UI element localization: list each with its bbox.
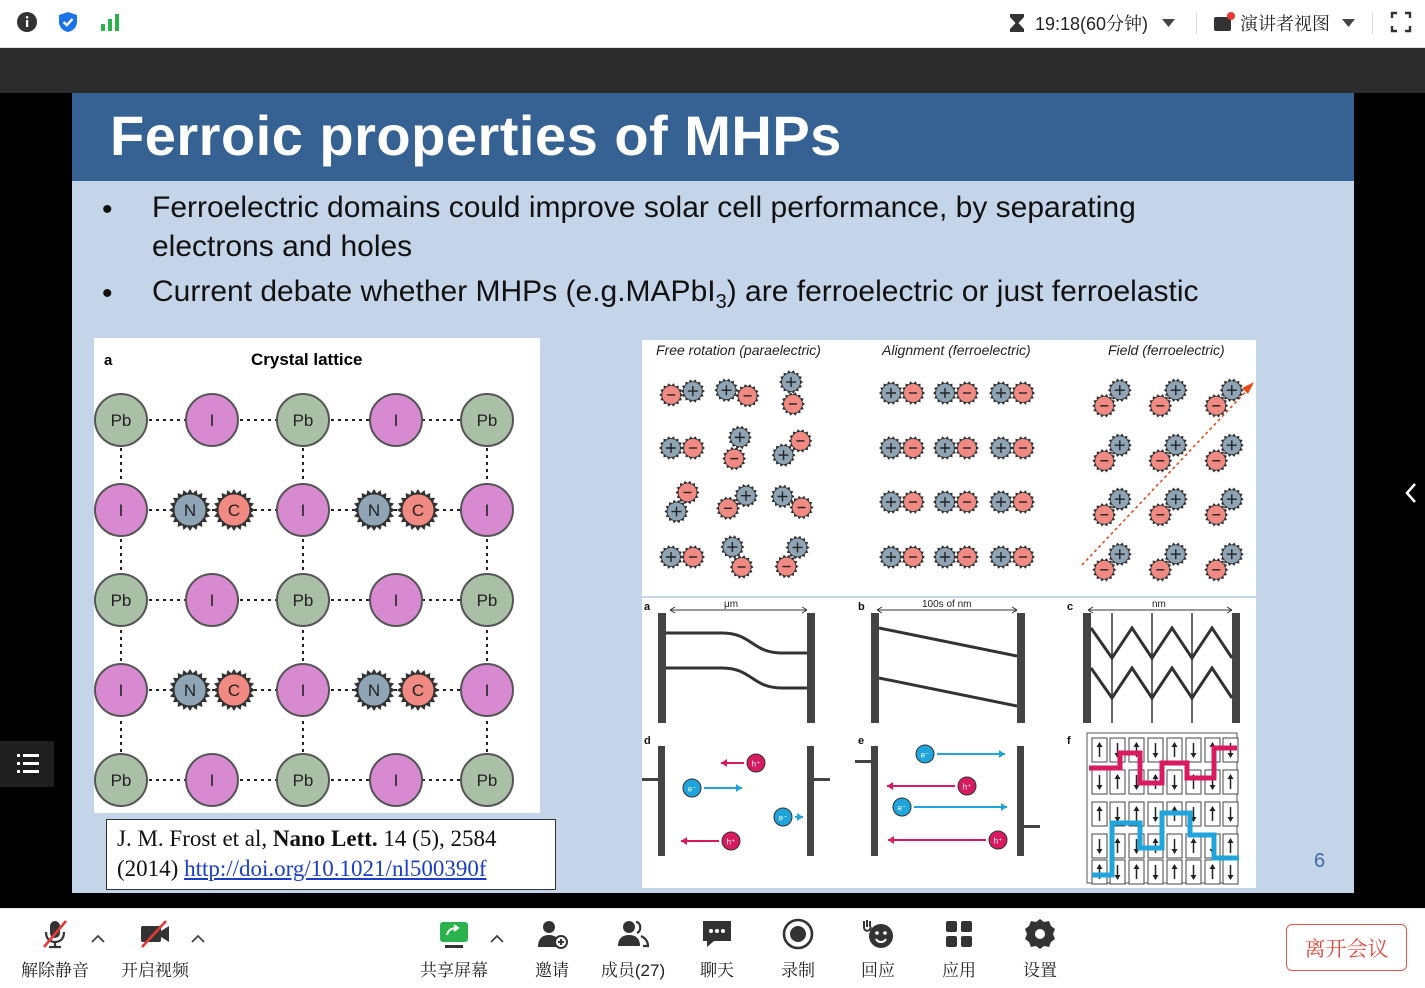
field-dipole xyxy=(1148,488,1188,527)
electron xyxy=(893,798,1007,816)
citation-volume: 14 (5), 2584 xyxy=(377,826,497,851)
citation-link[interactable]: http://doi.org/10.1021/nl500390f xyxy=(184,856,487,881)
domain-cell xyxy=(1167,860,1182,884)
svg-text:I: I xyxy=(484,501,490,520)
domain-walls-figure xyxy=(642,598,1256,888)
iodine-atom xyxy=(95,484,147,536)
free-dipole xyxy=(772,429,813,467)
bullet-1-line-2: electrons and holes xyxy=(152,230,413,263)
lead-atom xyxy=(95,394,147,446)
free-dipole xyxy=(659,436,705,459)
microphone-muted-icon xyxy=(38,917,72,951)
domain-cell xyxy=(1092,802,1107,826)
slide-page-number: 6 xyxy=(1314,850,1326,872)
svg-text:I: I xyxy=(118,501,124,520)
svg-text:I: I xyxy=(209,771,215,790)
slide-title-bar xyxy=(72,93,1354,181)
record-icon xyxy=(781,917,815,951)
list-icon xyxy=(0,741,54,787)
aligned-dipole xyxy=(879,545,925,568)
collapse-arrow-icon[interactable] xyxy=(1398,478,1424,508)
slide-title: Ferroic properties of MHPs xyxy=(110,104,842,167)
iodine-atom xyxy=(370,754,422,806)
bullet-1-line-1: Ferroelectric domains could improve solar cell performance, by separating xyxy=(152,191,1136,224)
citation-box xyxy=(106,819,556,890)
panel-label-c: c xyxy=(1067,601,1074,613)
iodine-atom xyxy=(277,484,329,536)
domain-cell xyxy=(1092,770,1107,794)
iodine-atom xyxy=(95,664,147,716)
panel-label-f: f xyxy=(1067,735,1071,747)
iodine-atom xyxy=(461,484,513,536)
apps-icon xyxy=(942,917,976,951)
nitrogen-atom xyxy=(353,669,395,711)
domain-cell xyxy=(1148,738,1163,762)
domain-cell xyxy=(1205,802,1220,826)
iodine-atom xyxy=(370,394,422,446)
record-label: 录制 xyxy=(781,961,815,980)
info-icon[interactable] xyxy=(16,11,38,33)
meeting-timer[interactable] xyxy=(1008,10,1175,36)
lead-atom xyxy=(461,394,513,446)
free-dipole xyxy=(771,485,814,519)
svg-text:N: N xyxy=(183,501,197,520)
iodine-atom xyxy=(370,574,422,626)
free-dipole xyxy=(775,536,810,578)
carbon-atom xyxy=(397,489,439,531)
invite-icon xyxy=(535,917,569,951)
domain-walls-diagram xyxy=(642,598,1256,888)
free-dipole xyxy=(665,481,700,523)
svg-text:h⁺: h⁺ xyxy=(726,837,736,847)
participants-label: 成员(27) xyxy=(600,961,666,980)
domain-cell xyxy=(1186,860,1201,884)
share-screen-button[interactable] xyxy=(417,909,491,988)
lead-atom xyxy=(461,754,513,806)
chat-label: 聊天 xyxy=(700,961,734,980)
slide-list-button[interactable] xyxy=(0,741,54,787)
scale-label-100nm: 100s of nm xyxy=(922,599,972,610)
lead-atom xyxy=(461,574,513,626)
divider xyxy=(1196,12,1197,34)
bullet-marker: • xyxy=(102,277,113,310)
scale-label-um: μm xyxy=(724,599,739,610)
label-free-rotation: Free rotation (paraelectric) xyxy=(656,342,821,358)
svg-text:Pb: Pb xyxy=(110,591,132,610)
svg-text:h⁺: h⁺ xyxy=(962,782,972,792)
aligned-dipole xyxy=(933,436,979,459)
nitrogen-atom xyxy=(169,669,211,711)
svg-text:N: N xyxy=(367,681,381,700)
chevron-down-icon xyxy=(1342,19,1355,27)
leave-meeting-button[interactable]: 离开会议 xyxy=(1286,924,1407,971)
electron xyxy=(774,808,803,826)
chat-icon xyxy=(700,917,734,951)
hole xyxy=(887,777,976,795)
share-screen-label: 共享屏幕 xyxy=(420,961,488,980)
field-dipole xyxy=(1092,488,1132,527)
iodine-atom xyxy=(277,664,329,716)
hole xyxy=(681,832,740,850)
gear-icon xyxy=(1023,917,1057,951)
hole xyxy=(888,831,1007,849)
field-dipole xyxy=(1204,379,1244,418)
fullscreen-icon[interactable] xyxy=(1390,11,1412,33)
lead-atom xyxy=(277,574,329,626)
free-dipole xyxy=(722,426,752,471)
meeting-top-bar xyxy=(0,0,1425,48)
subscript: 3 xyxy=(715,291,727,313)
aligned-dipole xyxy=(933,490,979,513)
chevron-up-icon[interactable] xyxy=(490,933,504,943)
svg-text:I: I xyxy=(393,771,399,790)
svg-text:h⁺: h⁺ xyxy=(993,836,1003,846)
presenter-view-label: 演讲者视图 xyxy=(1240,14,1330,34)
svg-text:Pb: Pb xyxy=(292,591,314,610)
field-dipole xyxy=(1092,543,1132,582)
iodine-atom xyxy=(461,664,513,716)
timer-text: 19:18(60分钟) xyxy=(1035,14,1149,34)
domain-cell xyxy=(1223,802,1238,826)
hourglass-icon xyxy=(1008,13,1026,33)
aligned-dipole xyxy=(989,436,1035,459)
carbon-atom xyxy=(397,669,439,711)
chevron-up-icon[interactable] xyxy=(191,933,205,943)
citation-line-1 xyxy=(117,824,545,854)
domain-cell xyxy=(1186,738,1201,762)
free-dipole xyxy=(779,370,805,415)
participants-icon xyxy=(616,917,650,951)
camera-off-icon xyxy=(138,917,172,951)
meeting-toolbar xyxy=(0,908,1425,988)
svg-text:Pb: Pb xyxy=(110,411,132,430)
svg-text:Pb: Pb xyxy=(292,771,314,790)
svg-text:N: N xyxy=(367,501,381,520)
iodine-atom xyxy=(186,574,238,626)
svg-text:e⁻: e⁻ xyxy=(897,803,907,813)
shared-screen-header xyxy=(0,48,1425,93)
svg-text:e⁻: e⁻ xyxy=(920,750,930,760)
lead-atom xyxy=(95,754,147,806)
lead-atom xyxy=(95,574,147,626)
presentation-slide xyxy=(72,93,1354,893)
label-field: Field (ferroelectric) xyxy=(1108,342,1225,358)
field-dipole xyxy=(1204,488,1244,527)
domain-cell xyxy=(1167,834,1182,858)
domain-cell xyxy=(1167,770,1182,794)
aligned-dipole xyxy=(933,381,979,404)
bullet-2-text: Current debate whether MHPs (e.g.MAPbI xyxy=(152,275,716,308)
reaction-icon xyxy=(861,917,895,951)
bullet-marker: • xyxy=(102,193,113,226)
citation-authors: J. M. Frost et al, xyxy=(117,826,273,851)
citation-year: (2014) xyxy=(117,856,185,881)
chevron-down-icon xyxy=(1162,19,1175,27)
svg-text:C: C xyxy=(411,681,425,700)
participants-button[interactable] xyxy=(597,909,669,988)
invite-label: 邀请 xyxy=(535,961,569,980)
bullet-1 xyxy=(152,188,1136,266)
panel-label-a: a xyxy=(644,601,651,613)
domain-cell xyxy=(1223,770,1238,794)
label-alignment: Alignment (ferroelectric) xyxy=(882,342,1031,358)
domain-cell xyxy=(1223,860,1238,884)
svg-text:I: I xyxy=(209,411,215,430)
field-dipole xyxy=(1148,434,1188,473)
bullet-2 xyxy=(152,272,1199,322)
field-dipole xyxy=(1204,434,1244,473)
electron xyxy=(683,779,742,797)
domain-cell xyxy=(1110,770,1125,794)
figure-title: Crystal lattice xyxy=(251,350,363,369)
svg-text:C: C xyxy=(227,501,241,520)
invite-button[interactable] xyxy=(520,909,584,988)
crystal-lattice-figure xyxy=(94,338,540,813)
signal-icon[interactable] xyxy=(99,11,121,33)
settings-label: 设置 xyxy=(1023,961,1057,980)
free-dipole xyxy=(659,545,705,568)
aligned-dipole xyxy=(989,545,1035,568)
panel-label-b: b xyxy=(858,601,865,613)
reactions-label: 回应 xyxy=(861,961,895,980)
citation-line-2 xyxy=(117,854,545,884)
svg-text:Pb: Pb xyxy=(292,411,314,430)
aligned-dipole xyxy=(879,381,925,404)
aligned-dipole xyxy=(933,545,979,568)
reactions-button[interactable] xyxy=(846,909,910,988)
start-video-button[interactable] xyxy=(118,909,192,988)
presenter-view-button[interactable] xyxy=(1212,10,1355,36)
nitrogen-atom xyxy=(169,489,211,531)
free-dipole xyxy=(720,535,753,578)
lead-atom xyxy=(277,394,329,446)
carbon-atom xyxy=(213,489,255,531)
unmute-button[interactable] xyxy=(18,909,92,988)
svg-text:I: I xyxy=(209,591,215,610)
svg-text:Pb: Pb xyxy=(476,411,498,430)
unmute-label: 解除静音 xyxy=(21,961,89,980)
carbon-atom xyxy=(213,669,255,711)
svg-text:I: I xyxy=(484,681,490,700)
scale-label-nm: nm xyxy=(1152,599,1166,610)
svg-text:h⁺: h⁺ xyxy=(751,759,761,769)
shield-icon[interactable] xyxy=(57,11,79,33)
domain-cell xyxy=(1092,860,1107,884)
field-dipole xyxy=(1148,379,1188,418)
panel-label-d: d xyxy=(644,735,651,747)
svg-text:C: C xyxy=(227,681,241,700)
presenter-icon xyxy=(1212,12,1236,34)
iodine-atom xyxy=(186,394,238,446)
svg-text:I: I xyxy=(300,681,306,700)
field-dipole xyxy=(1092,379,1132,418)
domain-cell xyxy=(1186,834,1201,858)
field-dipole xyxy=(1148,543,1188,582)
apps-button[interactable] xyxy=(927,909,991,988)
domain-cell xyxy=(1223,834,1238,858)
electron xyxy=(916,745,1005,763)
apps-label: 应用 xyxy=(942,961,976,980)
free-dipole xyxy=(716,484,758,520)
nitrogen-atom xyxy=(353,489,395,531)
start-video-label: 开启视频 xyxy=(121,961,189,980)
aligned-dipole xyxy=(879,436,925,459)
svg-text:Pb: Pb xyxy=(476,591,498,610)
chat-button[interactable] xyxy=(685,909,749,988)
svg-text:e⁻: e⁻ xyxy=(687,784,697,794)
domain-cell xyxy=(1148,860,1163,884)
svg-text:I: I xyxy=(300,501,306,520)
lead-atom xyxy=(277,754,329,806)
lattice-diagram xyxy=(94,338,540,813)
record-button[interactable] xyxy=(766,909,830,988)
free-dipole xyxy=(659,379,705,406)
citation-journal: Nano Lett. xyxy=(272,826,378,851)
free-dipole xyxy=(714,379,759,408)
settings-button[interactable] xyxy=(1008,909,1072,988)
divider xyxy=(1372,12,1373,34)
svg-text:I: I xyxy=(393,591,399,610)
aligned-dipole xyxy=(989,381,1035,404)
polarization-figure xyxy=(642,340,1256,596)
svg-text:N: N xyxy=(183,681,197,700)
svg-text:C: C xyxy=(411,501,425,520)
dipole-diagram xyxy=(642,340,1256,596)
field-dipole xyxy=(1092,434,1132,473)
svg-text:I: I xyxy=(118,681,124,700)
svg-text:e⁻: e⁻ xyxy=(778,813,788,823)
panel-label-e: e xyxy=(858,735,865,747)
domain-cell xyxy=(1129,860,1144,884)
svg-text:Pb: Pb xyxy=(476,771,498,790)
field-dipole xyxy=(1204,543,1244,582)
svg-text:I: I xyxy=(393,411,399,430)
aligned-dipole xyxy=(989,490,1035,513)
domain-cell xyxy=(1092,834,1107,858)
aligned-dipole xyxy=(879,490,925,513)
hole xyxy=(721,754,765,772)
figure-panel-label: a xyxy=(104,352,113,369)
svg-text:Pb: Pb xyxy=(110,771,132,790)
bullet-2-text-end: ) are ferroelectric or just ferroelastic xyxy=(726,275,1199,308)
chevron-up-icon[interactable] xyxy=(91,933,105,943)
domain-cell xyxy=(1205,860,1220,884)
iodine-atom xyxy=(186,754,238,806)
domain-cell xyxy=(1167,738,1182,762)
share-screen-icon xyxy=(437,917,471,951)
domain-cell xyxy=(1092,738,1107,762)
